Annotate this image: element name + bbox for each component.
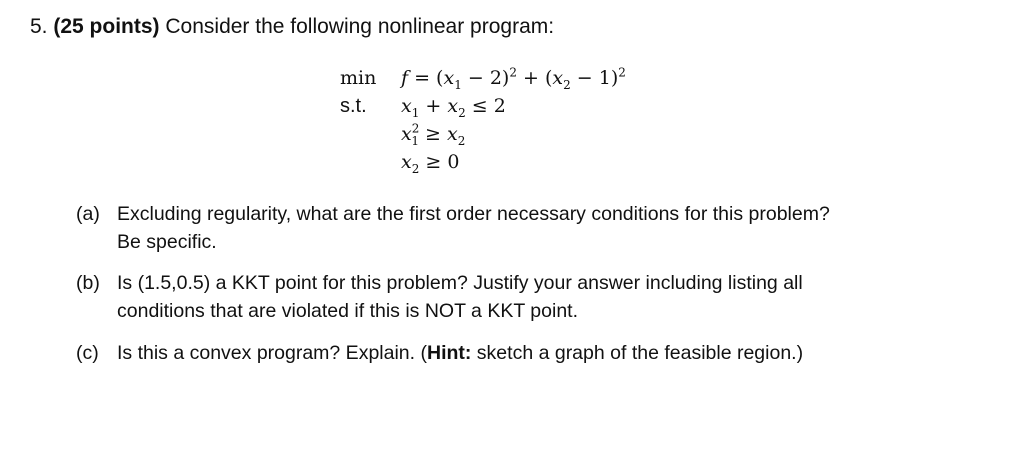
part-a-line-1: Excluding regularity, what are the first order necessary conditions for this problem? [117,203,830,225]
part-c-text-after-hint: sketch a graph of the feasible region.) [471,342,804,364]
part-b-letter: (b) [76,272,100,294]
part-b-line-2: conditions that are violated if this is NOT a KKT point. [117,300,579,322]
constraint-3: $x_2 \ge 0$ [401,151,460,176]
problem-statement: Consider the following nonlinear program: [165,15,555,38]
part-c-hint-label: Hint: [426,342,472,364]
problem-number: 5. [30,15,48,38]
part-a-line-2: Be specific. [117,231,217,253]
objective-function: $f = (x_1 - 2)^2 + (x_2 - 1)^2$ [401,65,626,92]
problem-header [30,15,554,39]
part-a-letter: (a) [76,203,100,225]
part-b-line-1: Is (1.5,0.5) a KKT point for this problem? Justify your answer including listing all [117,272,803,294]
part-c-line-1 [117,339,977,367]
part-c-letter: (c) [76,342,99,364]
part-c-text-before-hint: Is this a convex program? Explain. ( [117,342,427,364]
objective-label: min [340,67,377,89]
problem-points: (25 points) [53,15,160,38]
constraint-2: $x^2_1 \ge x_2$ [401,121,466,148]
constraint-label: s.t. [340,95,367,117]
constraint-1: $x_1 + x_2 \le 2$ [401,95,506,120]
